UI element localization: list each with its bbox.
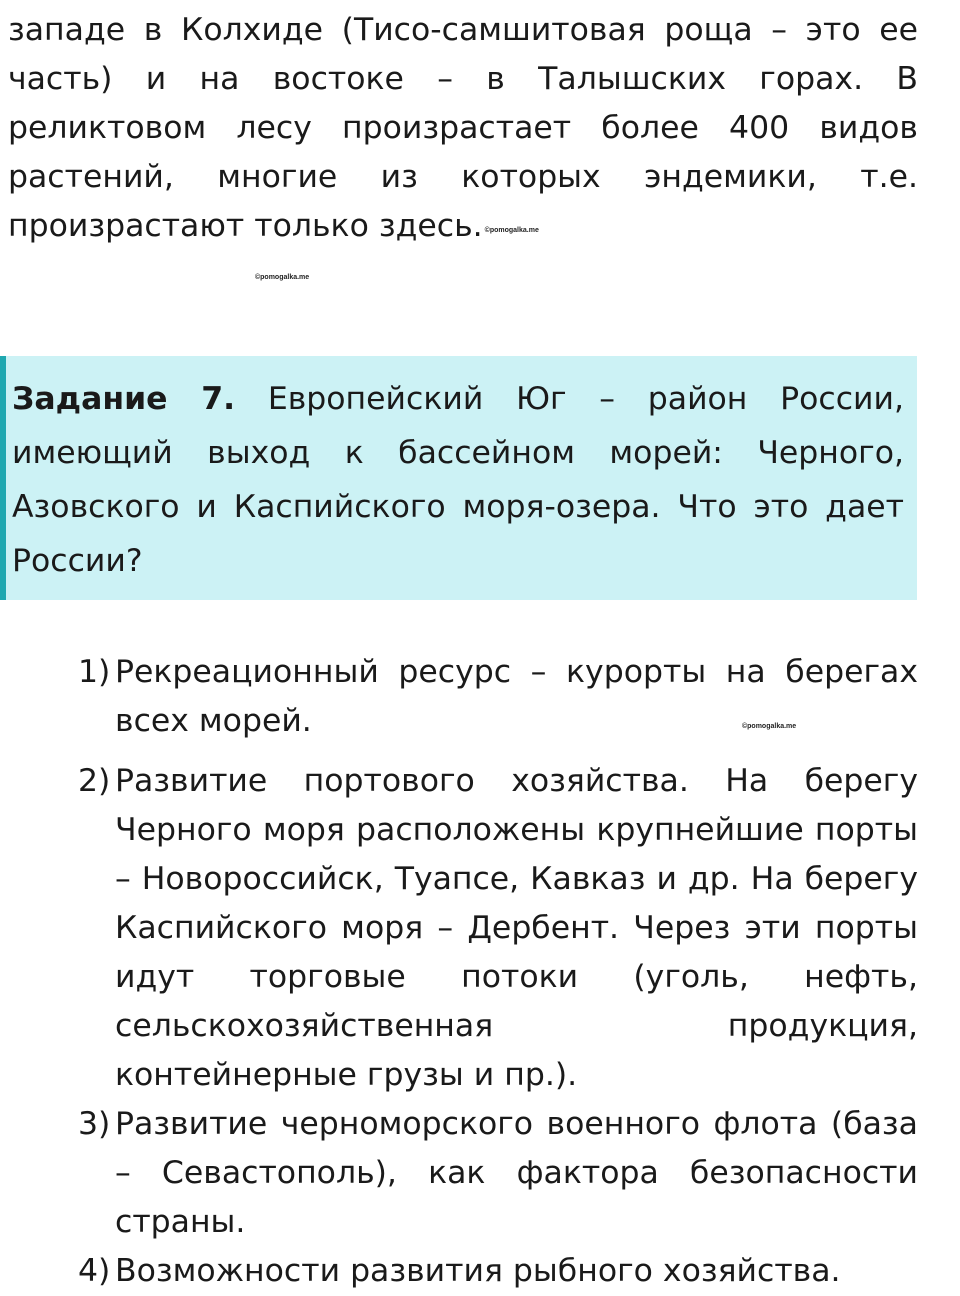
answer-item [0, 648, 918, 746]
intro-paragraph [8, 6, 918, 251]
watermark-text: ©pomogalka.me [255, 274, 310, 281]
task-text: Европейский Юг – район России, имеющий выход к бассейном морей: Черного, Азовского и Каспийского моря-озера. Что это дает России? [12, 381, 904, 579]
answer-text: Развитие портового хозяйства. На берегу Черного моря расположены крупнейшие порты – Новороссийск, Туапсе, Кавказ и др. На берегу Каспийского моря – Дербент. Через эти порты идут торговые потоки (уголь, нефть, сельскохозяйственная продукция, контейнерные грузы и пр.). [115, 763, 918, 1093]
watermark-text: ©pomogalka.me [742, 723, 797, 730]
answer-list [0, 648, 960, 1296]
answer-number: 3) [78, 1106, 111, 1142]
task-question [12, 372, 904, 588]
answer-number: 2) [78, 763, 111, 799]
watermark-logo [255, 274, 309, 281]
watermark-logo [742, 723, 796, 730]
watermark-inline: ©pomogalka.me [484, 227, 539, 234]
answer-text: Рекреационный ресурс – курорты на берегах всех морей. [115, 654, 918, 739]
answer-number: 4) [78, 1253, 111, 1289]
task-label: Задание 7. [12, 381, 236, 417]
intro-text: западе в Колхиде (Тисо-самшитовая роща – это ее часть) и на востоке – в Талышских горах. В реликтовом лесу произрастает более 400 видов растений, многие из которых эндемики, т.е. произрастают только здесь. [8, 12, 918, 244]
answer-number: 1) [78, 654, 111, 690]
answer-item [0, 757, 918, 1100]
answer-text: Развитие черноморского военного флота (база – Севастополь), как фактора безопасности страны. [115, 1106, 918, 1240]
answer-text: Возможности развития рыбного хозяйства. [115, 1253, 841, 1289]
answer-item [0, 1100, 918, 1247]
